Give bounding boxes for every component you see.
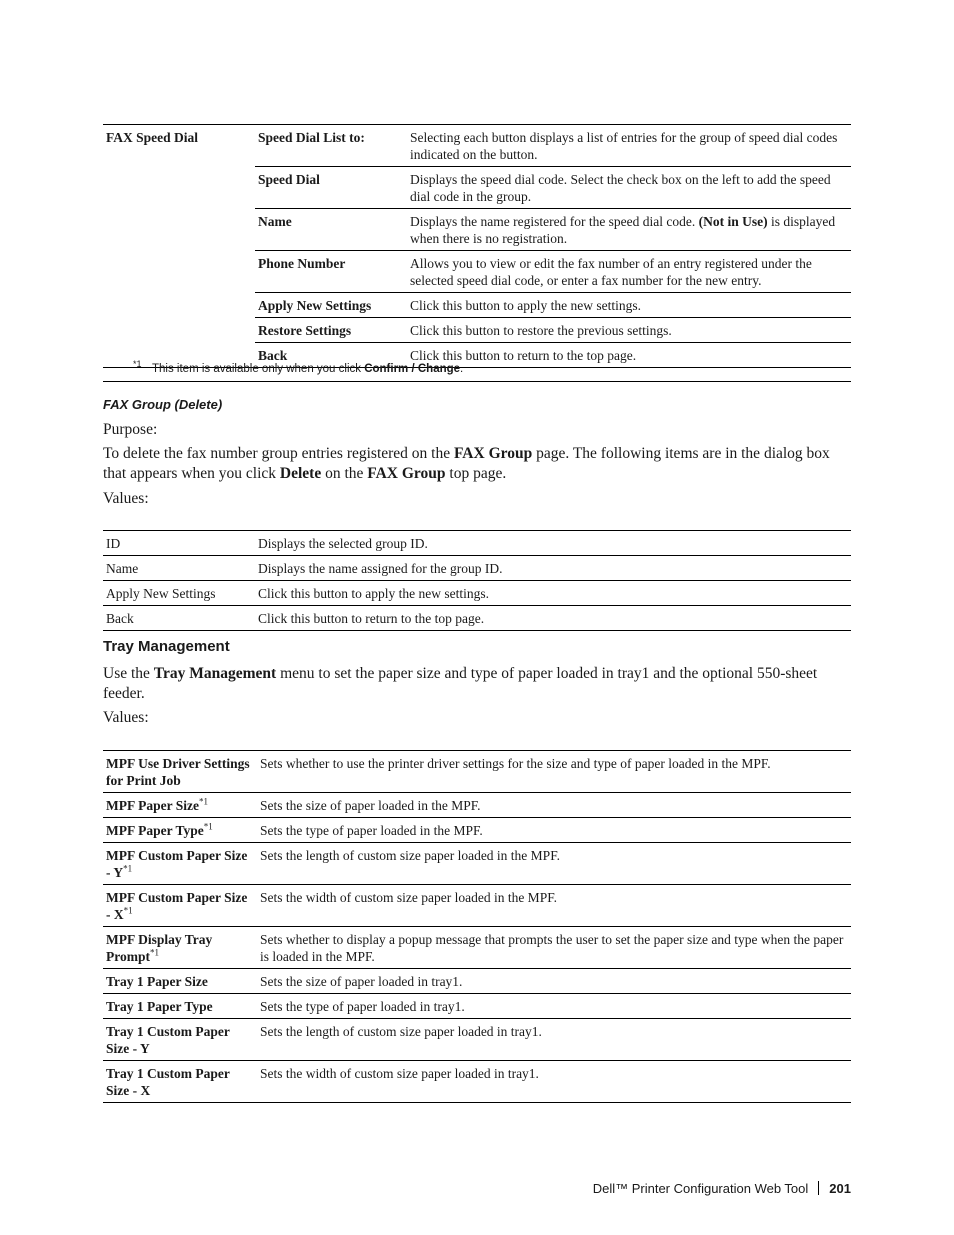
page-footer [593,1181,851,1196]
item-label: ID [103,531,255,556]
table-row [103,606,851,631]
footnote [103,357,851,382]
item-desc: Displays the name registered for the speed dial code. (Not in Use) is displayed when there is no registration. [407,209,851,251]
item-label: Restore Settings [255,318,407,343]
purpose-text: To delete the fax number group entries registered on the FAX Group page. The following items are in the dialog box that appears when you click Delete on the FAX Group top page. [103,445,830,482]
item-label: Phone Number [255,251,407,293]
table-row [103,581,851,606]
item-desc: Click this button to return to the top page. [407,343,851,368]
table-row [103,818,851,843]
item-desc: Displays the selected group ID. [255,531,851,556]
item-desc: Selecting each button displays a list of entries for the group of speed dial codes indicated on the button. [407,125,851,167]
item-label: Tray 1 Paper Size [103,969,257,994]
item-label: MPF Custom Paper Size - $Y^{*1}$ [103,843,257,885]
page-number: 201 [829,1181,851,1196]
item-label: Speed Dial [255,167,407,209]
item-desc: Sets the width of custom size paper loaded in the MPF. [257,885,851,927]
table-row [103,125,851,167]
item-desc: Sets the type of paper loaded in the MPF. [257,818,851,843]
item-desc: Sets the length of custom size paper loaded in the MPF. [257,843,851,885]
item-desc: Sets the size of paper loaded in tray1. [257,969,851,994]
item-desc: Displays the speed dial code. Select the check box on the left to add the speed dial code in the group. [407,167,851,209]
footnote-mark: *1 [133,359,142,369]
item-desc: Sets whether to use the printer driver settings for the size and type of paper loaded in the MPF. [257,751,851,793]
table-row [103,751,851,793]
item-desc: Sets whether to display a popup message that prompts the user to set the paper size and type when the paper is loaded in the MPF. [257,927,851,969]
values-label: Values: [103,490,149,507]
item-label: Back [103,606,255,631]
item-label: MPF Display Tray Prompt$^{*1}$ [103,927,257,969]
tray-management-heading: Tray Management [103,638,230,655]
table-row [103,556,851,581]
item-label: MPF Use Driver Settings for Print Job [103,751,257,793]
item-label: MPF Paper Type$^{*1}$ [103,818,257,843]
item-desc: Click this button to apply the new settings. [255,581,851,606]
tray-intro-text: Use the Tray Management menu to set the paper size and type of paper loaded in tray1 and the optional 550-sheet feeder. [103,665,818,702]
item-label: MPF Paper Size$^{*1}$ [103,793,257,818]
item-label: Apply New Settings [255,293,407,318]
footnote-text: This item is available only when you click Confirm / Change. [152,363,464,375]
fax-group-delete-heading: FAX Group (Delete) [103,397,223,412]
item-desc: Allows you to view or edit the fax number of an entry registered under the selected speed dial code, or enter a fax number for the new entry. [407,251,851,293]
purpose-label: Purpose: [103,421,158,438]
item-label: Speed Dial List to: [255,125,407,167]
item-label: Back [255,343,407,368]
item-desc: Click this button to apply the new settings. [407,293,851,318]
table-row [103,531,851,556]
item-label: Tray 1 Paper Type [103,994,257,1019]
item-desc: Sets the size of paper loaded in the MPF. [257,793,851,818]
footer-separator [818,1181,819,1195]
table-row [103,927,851,969]
table-row [103,994,851,1019]
item-label: Name [255,209,407,251]
table-row [103,793,851,818]
table-row [103,1019,851,1061]
section-label: FAX Speed Dial [103,125,255,368]
footer-title: Dell™ Printer Configuration Web Tool [592,1181,809,1196]
item-label: Tray 1 Custom Paper Size - X [103,1061,257,1103]
fax-group-delete-table [103,530,851,631]
table-row [103,1061,851,1103]
item-desc: Click this button to restore the previous settings. [407,318,851,343]
fax-speed-dial-table [103,124,851,368]
item-label: MPF Custom Paper Size - $X^{*1}$ [103,885,257,927]
item-label: Tray 1 Custom Paper Size - Y [103,1019,257,1061]
tray-management-table [103,750,851,1103]
item-desc: Sets the width of custom size paper loaded in tray1. [257,1061,851,1103]
item-desc: Click this button to return to the top page. [255,606,851,631]
item-desc: Displays the name assigned for the group ID. [255,556,851,581]
values-label: Values: [103,709,149,726]
item-desc: Sets the length of custom size paper loaded in tray1. [257,1019,851,1061]
table-row [103,885,851,927]
table-row [103,969,851,994]
item-desc: Sets the type of paper loaded in tray1. [257,994,851,1019]
table-row [103,843,851,885]
item-label: Name [103,556,255,581]
item-label: Apply New Settings [103,581,255,606]
